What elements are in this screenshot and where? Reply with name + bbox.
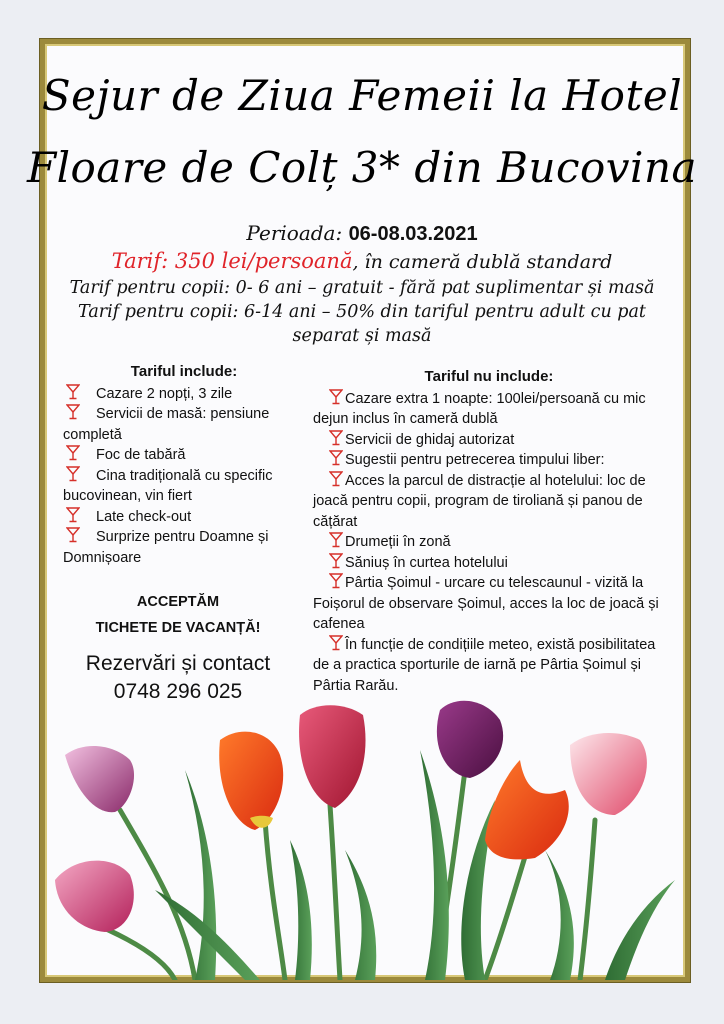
includes-list xyxy=(63,384,305,569)
not-includes-list xyxy=(313,389,665,697)
not-includes-item xyxy=(313,553,665,574)
not-includes-item xyxy=(313,389,665,430)
not-includes-item-text: Sugestii pentru petrecerea timpului liber: xyxy=(345,452,605,468)
accept-line-2: TICHETE DE VACANȚĂ! xyxy=(95,620,261,636)
includes-item-text: Cazare 2 nopți, 3 zile xyxy=(96,385,233,402)
includes-item-text: Surprize pentru Doamne și Domnișoare xyxy=(63,529,269,566)
period-dates: 06-08.03.2021 xyxy=(348,223,478,245)
cocktail-glass-icon xyxy=(66,384,80,400)
not-includes-item-text: Săniuș în curtea hotelului xyxy=(345,554,508,571)
not-includes-item-text: Cazare extra 1 noapte: 100lei/persoană cu mic dejun inclus în cameră dublă xyxy=(313,390,646,427)
includes-item xyxy=(63,507,305,528)
not-includes-item-text: Pârtia Șoimul - urcare cu telescaunul - vizită la Foișorul de observare Șoimul, acces la loc de joacă și cafenea xyxy=(313,575,659,632)
cocktail-glass-icon xyxy=(66,507,80,523)
includes-item-text: Cina tradițională cu specific bucovinean, vin fiert xyxy=(63,467,273,504)
cocktail-glass-icon xyxy=(329,553,343,569)
includes-item xyxy=(63,384,305,405)
includes-item xyxy=(63,445,305,466)
title-line-2: Floare de Colț 3* din Bucovina xyxy=(26,143,698,192)
period-label: Perioada: xyxy=(246,221,343,245)
not-includes-item xyxy=(313,532,665,553)
not-includes-item-text: Drumeții în zonă xyxy=(345,534,451,550)
kids-tarif-line-1: Tarif pentru copii: 0- 6 ani – gratuit - fără pat suplimentar și masă xyxy=(69,278,655,298)
not-includes-heading: Tariful nu include: xyxy=(424,368,554,385)
cocktail-glass-icon xyxy=(66,404,80,420)
includes-item xyxy=(63,404,305,445)
tarif-line xyxy=(60,249,664,274)
cocktail-glass-icon xyxy=(329,450,343,466)
not-includes-item xyxy=(313,635,665,697)
tarif-price: Tarif: 350 lei/persoană xyxy=(111,249,353,273)
title-line-1: Sejur de Ziua Femeii la Hotel xyxy=(41,71,683,120)
includes-item xyxy=(63,527,305,568)
not-includes-column xyxy=(313,367,665,696)
cocktail-glass-icon xyxy=(329,471,343,487)
cocktail-glass-icon xyxy=(329,635,343,651)
cocktail-glass-icon xyxy=(66,445,80,461)
not-includes-item-text: Acces la parcul de distracție al hotelului: loc de joacă pentru copii, program de tiroliană și panou de cățărat xyxy=(313,472,646,530)
cocktail-glass-icon xyxy=(66,527,80,543)
not-includes-item xyxy=(313,450,665,471)
not-includes-item-text: În funcție de condițiile meteo, există posibilitatea de a practica sporturile de iarnă pe Pârtia Șoimul și Pârtia Rarău. xyxy=(313,636,656,694)
includes-heading: Tariful include: xyxy=(130,363,238,380)
accept-line-1: ACCEPTĂM xyxy=(136,594,220,610)
kids-tarif-line-2: Tarif pentru copii: 6-14 ani – 50% din tariful pentru adult cu pat separat și masă xyxy=(78,302,646,346)
includes-item xyxy=(63,466,305,507)
cocktail-glass-icon xyxy=(329,430,343,446)
cocktail-glass-icon xyxy=(66,466,80,482)
includes-item-text: Foc de tabără xyxy=(96,447,186,463)
contact-label: Rezervări și contact xyxy=(85,652,271,675)
cocktail-glass-icon xyxy=(329,573,343,589)
cocktail-glass-icon xyxy=(329,532,343,548)
includes-item-text: Servicii de masă: pensiune completă xyxy=(63,406,270,443)
contact-phone[interactable]: 0748 296 025 xyxy=(113,680,243,703)
includes-column xyxy=(63,362,305,568)
not-includes-item xyxy=(313,471,665,533)
tarif-room: , în cameră dublă standard xyxy=(352,251,613,273)
period-line xyxy=(60,220,664,247)
not-includes-item xyxy=(313,573,665,635)
tulips-illustration xyxy=(45,690,685,980)
not-includes-item-text: Servicii de ghidaj autorizat xyxy=(345,431,515,448)
not-includes-item xyxy=(313,430,665,451)
cocktail-glass-icon xyxy=(329,389,343,405)
includes-item-text: Late check-out xyxy=(96,508,192,525)
